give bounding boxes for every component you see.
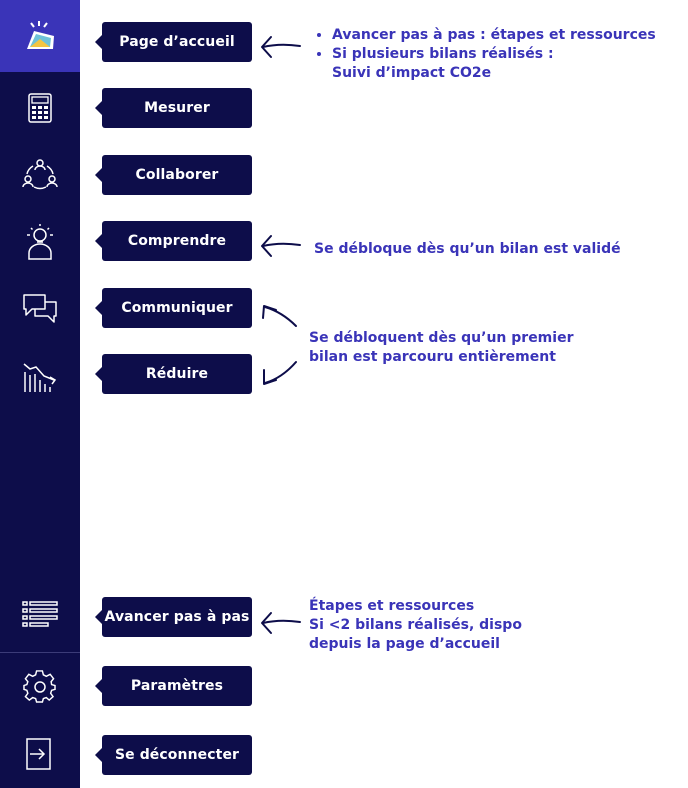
sidebar-divider xyxy=(0,652,80,653)
tooltip-collaborer[interactable]: Collaborer xyxy=(102,155,252,195)
sidebar-item-mesurer[interactable] xyxy=(0,80,80,136)
note-avancer-line-1: Étapes et ressources xyxy=(309,598,475,614)
sidebar xyxy=(0,0,80,788)
arrow-home xyxy=(260,32,302,62)
note-avancer xyxy=(309,597,522,654)
arrow-communiquer xyxy=(260,300,302,334)
tooltip-reduire[interactable]: Réduire xyxy=(102,354,252,394)
note-home xyxy=(314,26,684,83)
calculator-icon xyxy=(27,92,53,124)
sidebar-item-avancer[interactable] xyxy=(0,586,80,642)
note-comprendre: Se débloque dès qu’un bilan est validé xyxy=(314,241,621,257)
note-home-line-1: • Avancer pas à pas : étapes et ressources xyxy=(332,26,684,45)
tooltip-page-accueil[interactable]: Page d’accueil xyxy=(102,22,252,62)
tooltip-deconnexion[interactable]: Se déconnecter xyxy=(102,735,252,775)
tooltip-communiquer[interactable]: Communiquer xyxy=(102,288,252,328)
note-avancer-line-2: Si <2 bilans réalisés, dispo xyxy=(309,617,522,633)
note-cr-line-2: bilan est parcouru entièrement xyxy=(309,349,556,365)
steps-list-icon xyxy=(21,600,59,628)
home-window-icon xyxy=(20,18,60,54)
arrow-comprendre xyxy=(260,231,302,261)
logout-icon xyxy=(24,736,56,772)
sidebar-item-deconnexion[interactable] xyxy=(0,726,80,782)
tooltip-comprendre[interactable]: Comprendre xyxy=(102,221,252,261)
chat-bubbles-icon xyxy=(21,292,59,326)
sidebar-item-parametres[interactable] xyxy=(0,659,80,715)
lightbulb-person-icon xyxy=(22,223,58,261)
team-collaboration-icon xyxy=(22,157,58,191)
arrow-avancer xyxy=(260,608,302,638)
note-home-line-3: Suivi d’impact CO2e xyxy=(332,65,492,81)
sidebar-item-collaborer[interactable] xyxy=(0,146,80,202)
sidebar-item-comprendre[interactable] xyxy=(0,214,80,270)
note-avancer-line-3: depuis la page d’accueil xyxy=(309,636,500,652)
declining-chart-icon xyxy=(22,358,58,394)
arrow-reduire xyxy=(260,356,302,390)
note-home-line-2: • Si plusieurs bilans réalisés : xyxy=(332,45,684,64)
tooltip-parametres[interactable]: Paramètres xyxy=(102,666,252,706)
sidebar-item-reduire[interactable] xyxy=(0,348,80,404)
tooltip-mesurer[interactable]: Mesurer xyxy=(102,88,252,128)
note-communiquer-reduire xyxy=(309,329,573,367)
gear-icon xyxy=(23,670,57,704)
note-cr-line-1: Se débloquent dès qu’un premier xyxy=(309,330,574,346)
sidebar-item-home[interactable] xyxy=(0,0,80,72)
sidebar-item-communiquer[interactable] xyxy=(0,281,80,337)
tooltip-avancer[interactable]: Avancer pas à pas xyxy=(102,597,252,637)
